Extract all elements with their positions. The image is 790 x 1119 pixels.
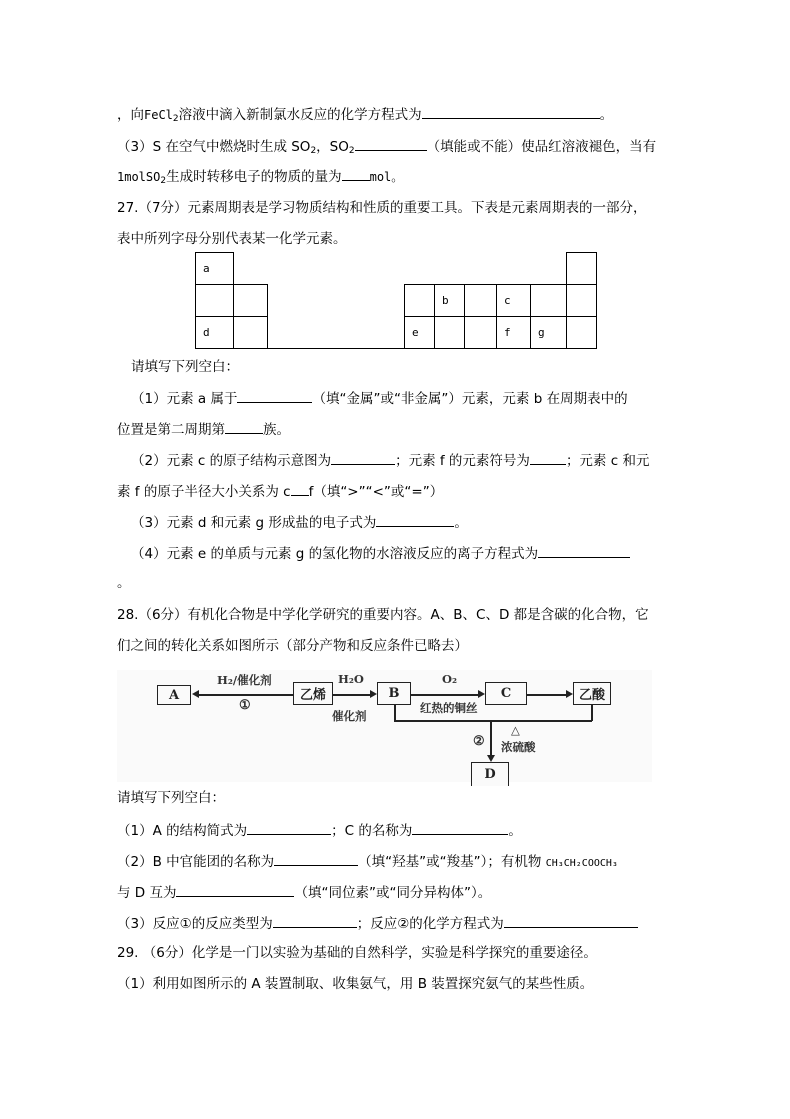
q29-part-1: （1）利用如图所示的 A 装置制取、收集氨气，用 B 装置探究氨气的某些性质。 [117, 976, 594, 992]
cell-empty [530, 284, 567, 317]
answer-blank[interactable] [247, 820, 331, 835]
cell-empty [233, 316, 268, 349]
text: ，向 [117, 107, 144, 123]
cell-b [434, 284, 465, 317]
answer-blank[interactable] [376, 512, 454, 527]
arrow-head-down-icon [487, 755, 495, 762]
box-b: B [377, 682, 411, 705]
q28-part-3 [117, 913, 638, 933]
box-a: A [157, 685, 191, 705]
arrow-head-right-icon [566, 690, 573, 698]
cell-empty [464, 284, 497, 317]
answer-blank[interactable] [225, 419, 263, 434]
box-d: D [471, 762, 509, 786]
element-label: b [442, 294, 449, 307]
subscript: 2 [160, 176, 167, 186]
text: （3）元素 d 和元素 g 形成盐的电子式为 [131, 515, 377, 531]
element-label: a [203, 262, 210, 275]
arrow-line [333, 694, 370, 696]
q28-part-2 [117, 851, 618, 873]
text: 。 [508, 823, 522, 839]
label-copper-wire: 红热的铜丝 [420, 701, 478, 715]
text: mol。 [369, 170, 404, 184]
subscript: 2 [310, 146, 317, 156]
q28-part-2-cont [117, 882, 491, 902]
text: （2）B 中官能团的名称为 [117, 854, 275, 870]
q27-instruction: 请填写下列空白： [131, 359, 239, 375]
text: （填能或不能）使品红溶液褪色，当有 [426, 139, 657, 155]
q27-part-2-cont [117, 481, 443, 501]
connector-line [591, 705, 593, 721]
arrow-line [199, 694, 293, 696]
q26-line-1 [117, 104, 613, 128]
formula: FeCl [144, 108, 173, 122]
cell-empty [464, 316, 497, 349]
cell-empty [566, 316, 597, 349]
label-catalyst: 催化剂 [332, 709, 367, 723]
cell-f [496, 316, 531, 349]
text: （1）元素 a 属于 [131, 391, 238, 407]
formula: CH₃CH₂COOCH₃ [545, 858, 618, 869]
answer-blank[interactable] [530, 450, 566, 465]
cell-c [496, 284, 531, 317]
text: ；元素 c 和元 [565, 453, 650, 469]
answer-blank[interactable] [273, 913, 357, 928]
answer-blank[interactable] [274, 851, 358, 866]
box-ethylene: 乙烯 [293, 682, 333, 705]
answer-blank[interactable] [291, 481, 309, 496]
text: （1）A 的结构简式为 [117, 823, 248, 839]
text: ，SO [316, 139, 349, 155]
answer-blank[interactable] [355, 136, 427, 151]
cell-empty [233, 284, 268, 317]
element-label: c [504, 294, 511, 307]
subscript: 2 [348, 146, 355, 156]
text: （填“金属”或“非金属”）元素，元素 b 在周期表中的 [312, 391, 628, 407]
text: 生成时转移电子的物质的量为 [166, 169, 342, 185]
answer-blank[interactable] [342, 166, 370, 181]
text: （2）元素 c 的原子结构示意图为 [131, 453, 332, 469]
element-label: d [203, 326, 210, 339]
q26-line-2 [117, 136, 656, 160]
text: ；C 的名称为 [331, 823, 413, 839]
q28-part-1 [117, 820, 522, 840]
label-step-1: ① [239, 698, 251, 713]
label-h2o: H₂O [338, 672, 364, 686]
answer-blank[interactable] [422, 104, 600, 119]
text: 位置是第二周期第 [117, 422, 225, 438]
arrow-head-right-icon [478, 690, 485, 698]
element-label: f [504, 326, 511, 339]
element-label: g [538, 326, 545, 339]
cell-empty [566, 284, 597, 317]
subscript: 2 [172, 114, 179, 124]
connector-line [394, 705, 396, 721]
arrow-line [527, 694, 566, 696]
q27-title: 27.（7分）元素周期表是学习物质结构和性质的重要工具。下表是元素周期表的一部分， [117, 200, 647, 216]
cell-empty [404, 284, 435, 317]
text: （3）反应①的反应类型为 [117, 916, 273, 932]
box-acetic-acid: 乙酸 [573, 682, 611, 705]
cell-d [195, 316, 234, 349]
element-label: e [412, 326, 419, 339]
answer-blank[interactable] [412, 820, 508, 835]
text: （4）元素 e 的单质与元素 g 的氢化物的水溶液反应的离子方程式为 [131, 546, 539, 562]
answer-blank[interactable] [504, 913, 638, 928]
text: （3）S 在空气中燃烧时生成 SO [117, 139, 311, 155]
label-h2-catalyst: H₂/催化剂 [217, 673, 272, 687]
q28-title: 28.（6分）有机化合物是中学化学研究的重要内容。A、B、C、D 都是含碳的化合物，它 [117, 607, 649, 623]
text: 。 [599, 107, 614, 123]
answer-blank[interactable] [176, 882, 294, 897]
text: 。 [454, 515, 468, 531]
q27-part-1-cont [117, 419, 290, 439]
label-heat: △ [511, 723, 520, 737]
text: 族。 [263, 422, 290, 438]
arrow-head-left-icon [192, 690, 199, 698]
answer-blank[interactable] [538, 543, 630, 558]
q27-part-3 [131, 512, 468, 532]
text: 素 f 的原子半径大小关系为 c [117, 484, 291, 500]
cell-e [404, 316, 435, 349]
q28-instruction: 请填写下列空白： [117, 790, 225, 806]
text: ；元素 f 的元素符号为 [395, 453, 530, 469]
arrow-line [411, 694, 478, 696]
cell-g [530, 316, 567, 349]
answer-blank[interactable] [237, 388, 312, 403]
q26-line-3 [117, 166, 403, 190]
reaction-diagram [117, 670, 652, 782]
arrow-head-right-icon [370, 690, 377, 698]
cell-empty [566, 252, 597, 285]
q27-part-1 [131, 388, 628, 408]
q27-part-2 [131, 450, 649, 470]
text: 与 D 互为 [117, 885, 177, 901]
text: （填“同位素”或“同分异构体”）。 [294, 885, 492, 901]
label-conc-sulfuric-acid: 浓硫酸 [501, 740, 536, 754]
q28-title-2: 们之间的转化关系如图所示（部分产物和反应条件已略去） [117, 638, 468, 654]
text: f（填“>”“<”或“=”） [308, 484, 444, 500]
text: 溶液中滴入新制氯水反应的化学方程式为 [178, 107, 422, 123]
answer-blank[interactable] [331, 450, 395, 465]
q27-part-4 [131, 543, 630, 563]
text: ；反应②的化学方程式为 [356, 916, 504, 932]
cell-a [195, 252, 234, 285]
q27-part-4-end: 。 [117, 575, 131, 591]
box-c: C [485, 682, 527, 705]
formula: 1molSO [117, 170, 161, 184]
label-step-2: ② [473, 734, 485, 749]
connector-line [394, 720, 592, 722]
q27-title-2: 表中所列字母分别代表某一化学元素。 [117, 231, 347, 247]
arrow-line [490, 720, 492, 756]
text: （填“羟基”或“羧基”）；有机物 [358, 854, 546, 870]
q29-title: 29. （6分）化学是一门以实验为基础的自然科学，实验是科学探究的重要途径。 [117, 945, 597, 961]
cell-empty [434, 316, 465, 349]
table-baseline [267, 348, 405, 349]
cell-empty [195, 284, 234, 317]
label-o2: O₂ [442, 672, 458, 686]
